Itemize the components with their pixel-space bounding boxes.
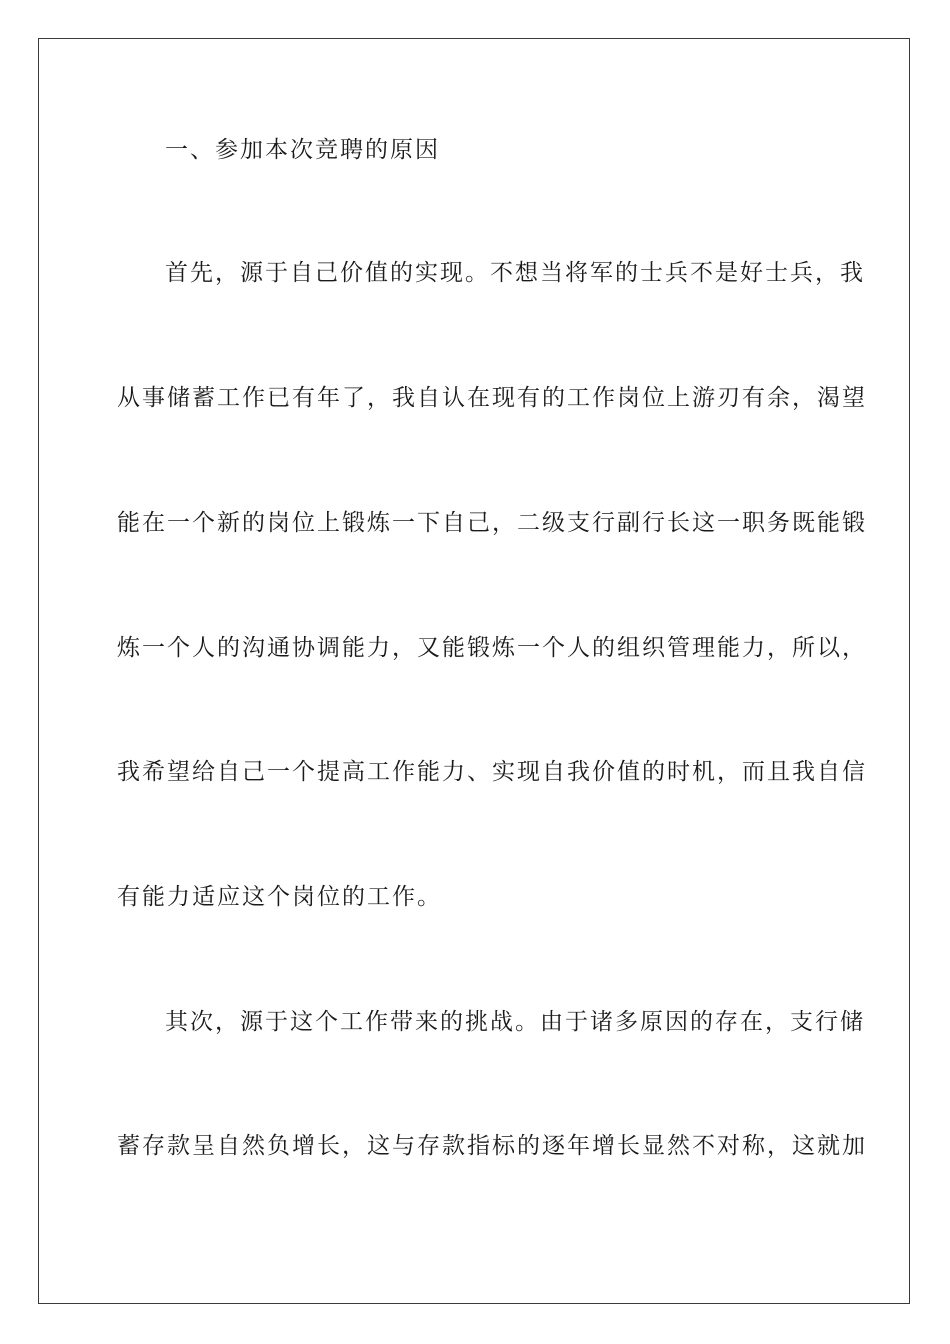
- paragraph-line-8: 蓄存款呈自然负增长，这与存款指标的逐年增长显然不对称，这就加: [117, 1133, 867, 1159]
- paragraph-line-1: 首先，源于自己价值的实现。不想当将军的士兵不是好士兵，我: [165, 260, 865, 286]
- paragraph-line-2: 从事储蓄工作已有年了，我自认在现有的工作岗位上游刃有余，渴望: [117, 385, 867, 411]
- paragraph-line-4: 炼一个人的沟通协调能力，又能锻炼一个人的组织管理能力，所以，: [117, 635, 867, 661]
- paragraph-line-7: 其次，源于这个工作带来的挑战。由于诸多原因的存在，支行储: [165, 1009, 865, 1035]
- section-heading: 一、参加本次竞聘的原因: [165, 137, 440, 163]
- paragraph-line-6: 有能力适应这个岗位的工作。: [117, 884, 442, 910]
- paragraph-line-3: 能在一个新的岗位上锻炼一下自己，二级支行副行长这一职务既能锻: [117, 510, 867, 536]
- paragraph-line-5: 我希望给自己一个提高工作能力、实现自我价值的时机，而且我自信: [117, 759, 867, 785]
- page-border: [38, 38, 910, 1304]
